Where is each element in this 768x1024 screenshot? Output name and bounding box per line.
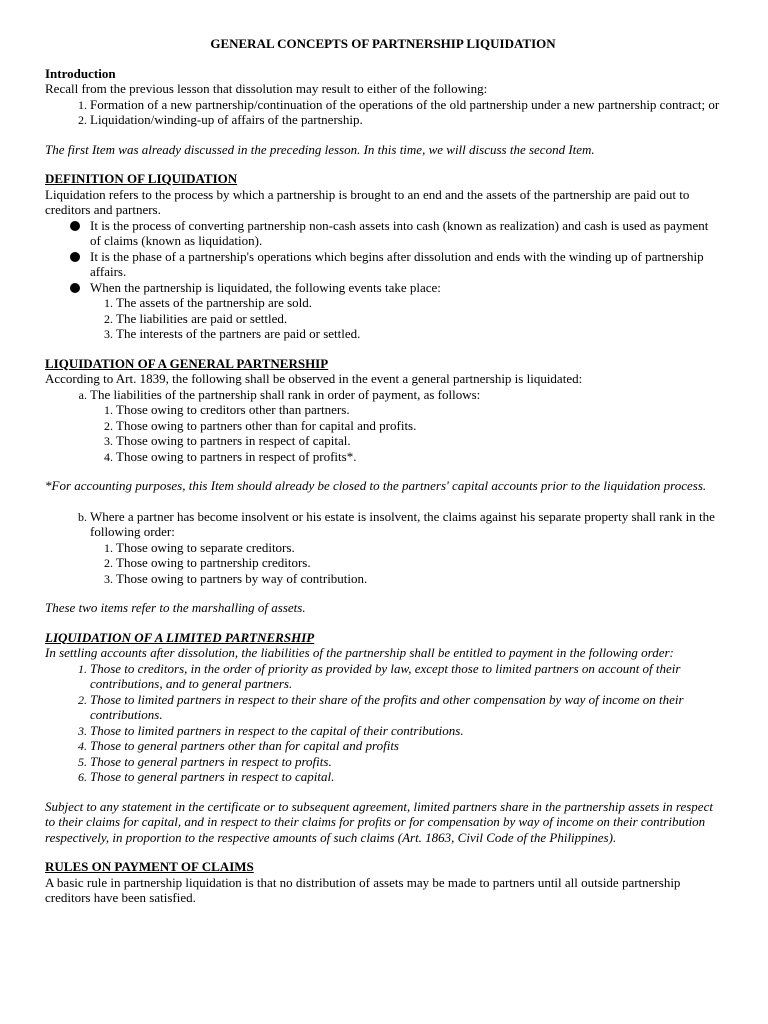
alpha-item-text: The liabilities of the partnership shall rank in order of payment, as follows: (90, 386, 481, 402)
limited-note: Subject to any statement in the certificate or to subsequent agreement, limited partners share in the partnership assets in respect to their claims for capital, and in respect to their claims for profits or for compensation by way of income on their contribution respectively, in proportion to the respective amounts of such claims (Art. 1863, Civil Code of the Philippines). (45, 798, 713, 845)
intro-list (45, 97, 721, 128)
bullet-item: It is the phase of a partnership's operations which begins after dissolution and ends with the winding up of partnership affairs. (90, 249, 721, 280)
list-item: 2. Liquidation/winding-up of affairs of the partnership. (90, 112, 721, 128)
general-heading: LIQUIDATION OF A GENERAL PARTNERSHIP (45, 355, 329, 371)
document-title: GENERAL CONCEPTS OF PARTNERSHIP LIQUIDATION (210, 36, 556, 51)
intro-section (45, 66, 721, 158)
general-text: According to Art. 1839, the following shall be observed in the event a general partnership is liquidated: (45, 371, 583, 386)
limited-partnership-section (45, 630, 721, 846)
list-item: 3. Those owing to partners by way of contribution. (116, 571, 721, 587)
limited-list (45, 661, 721, 785)
document-page (45, 36, 721, 906)
list-item: 2. Those owing to partners other than for capital and profits. (116, 418, 721, 434)
rules-text: A basic rule in partnership liquidation is that no distribution of assets may be made to partners until all outside partnership creditors have been satisfied. (45, 874, 681, 905)
intro-text: Recall from the previous lesson that dissolution may result to either of the following: (45, 81, 488, 96)
rules-section (45, 859, 721, 906)
bullet-item: It is the process of converting partnership non-cash assets into cash (known as realization) and cash is used as payment of claims (known as liquidation). (90, 218, 721, 249)
general-footnote: *For accounting purposes, this Item should already be closed to the partners' capital accounts prior to the liquidation process. (45, 478, 707, 493)
list-item: 1. Those to creditors, in the order of priority as provided by law, except those to limited partners on account of their contributions, and to general partners. (90, 661, 721, 692)
definition-text: Liquidation refers to the process by which a partnership is brought to an end and the assets of the partnership are paid out to creditors and partners. (45, 186, 690, 217)
limited-text: In settling accounts after dissolution, the liabilities of the partnership shall be entitled to payment in the following order: (45, 645, 674, 660)
alpha-item-text: Where a partner has become insolvent or his estate is insolvent, the claims against his separate property shall rank in the following order: (90, 508, 715, 539)
intro-heading: Introduction (45, 65, 116, 81)
list-item: 3. The interests of the partners are paid or settled. (116, 326, 721, 342)
general-a-items (90, 402, 721, 464)
definition-section (45, 171, 721, 342)
list-item: 4. Those to general partners other than for capital and profits (90, 738, 721, 754)
bullet-item-text: When the partnership is liquidated, the following events take place: (90, 279, 441, 295)
list-item: 2. The liabilities are paid or settled. (116, 311, 721, 327)
list-item: 5. Those to general partners in respect to profits. (90, 754, 721, 770)
list-item: 3. Those owing to partners in respect of capital. (116, 433, 721, 449)
alpha-item-a (90, 387, 721, 465)
bullet-item (90, 280, 721, 342)
list-item: 2. Those owing to partnership creditors. (116, 555, 721, 571)
list-item: 1. Formation of a new partnership/continuation of the operations of the old partnership under a new partnership contract; or (90, 97, 721, 113)
list-item: 1. The assets of the partnership are sold. (116, 295, 721, 311)
list-item: 6. Those to general partners in respect to capital. (90, 769, 721, 785)
intro-note: The first Item was already discussed in the preceding lesson. In this time, we will discuss the second Item. (45, 141, 595, 157)
general-note: These two items refer to the marshalling of assets. (45, 600, 306, 615)
list-item: 1. Those owing to separate creditors. (116, 540, 721, 556)
list-item: 4. Those owing to partners in respect of profits*. (116, 449, 721, 465)
general-alpha-list-a (45, 387, 721, 465)
general-partnership-section (45, 356, 721, 616)
general-b-items (90, 540, 721, 587)
events-list (90, 295, 721, 342)
general-alpha-list-b (45, 509, 721, 587)
list-item: 2. Those to limited partners in respect to their share of the profits and other compensation by way of income on their contributions. (90, 692, 721, 723)
rules-heading: RULES ON PAYMENT OF CLAIMS (45, 859, 254, 874)
list-item: 1. Those owing to creditors other than partners. (116, 402, 721, 418)
alpha-item-b (90, 509, 721, 587)
definition-bullets (45, 218, 721, 342)
definition-heading: DEFINITION OF LIQUIDATION (45, 171, 238, 186)
limited-heading: LIQUIDATION OF A LIMITED PARTNERSHIP (45, 629, 315, 645)
list-item: 3. Those to limited partners in respect to the capital of their contributions. (90, 723, 721, 739)
